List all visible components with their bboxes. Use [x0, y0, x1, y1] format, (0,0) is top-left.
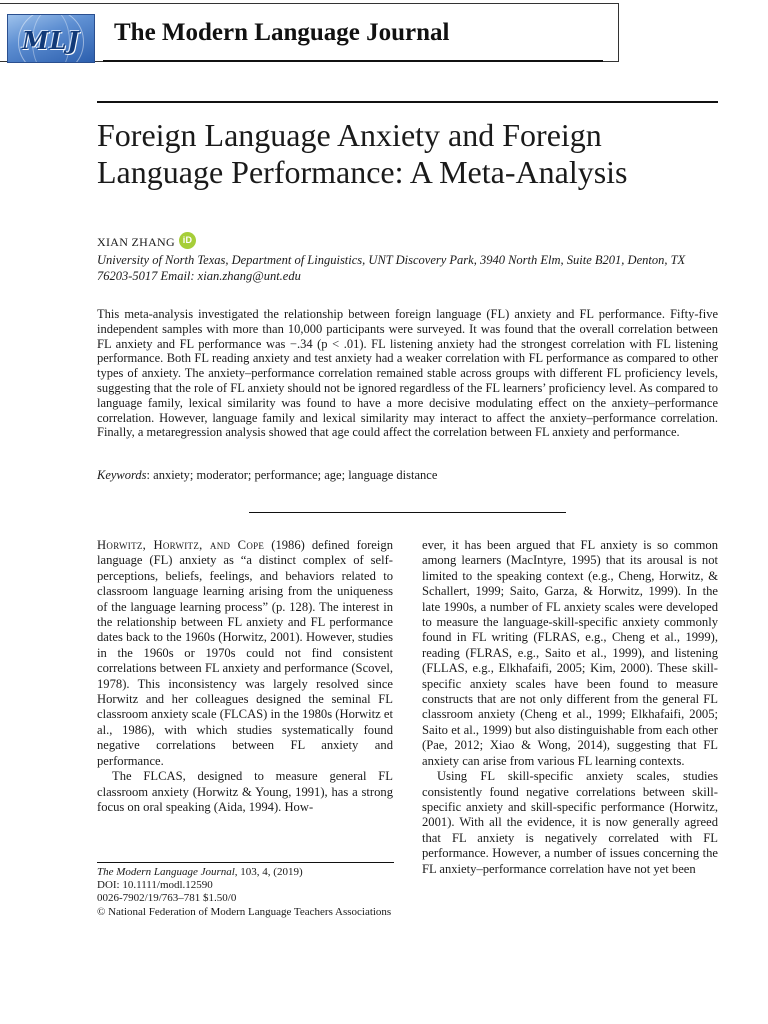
- lead-authors: Horwitz, Horwitz, and Cope: [97, 538, 265, 552]
- orcid-icon[interactable]: iD: [179, 232, 196, 249]
- article-title: Foreign Language Anxiety and Foreign Language Performance: A Meta-Analysis: [97, 117, 628, 190]
- author-affiliation: University of North Texas, Department of Linguistics, UNT Discovery Park, 3940 North Elm, Suite B201, Denton, TX 76203-5017 Email: xian.zhang@unt.edu: [97, 253, 686, 283]
- journal-logo: [7, 14, 95, 63]
- body-paragraph: Using FL skill-specific anxiety scales, studies consistently found negative correlations between skill-specific anxiety and skill-specific performance (Horwitz, 2001). With all the evidence, it is now generally agreed that FL anxiety is negatively correlated with FL performance. However, a number of issues concerning the FL anxiety–performance correlation have not yet been: [422, 769, 718, 876]
- journal-title-rule: [103, 60, 603, 62]
- article-top-rule: [97, 101, 718, 103]
- keywords-list: : anxiety; moderator; performance; age; language distance: [146, 468, 438, 482]
- journal-title: The Modern Language Journal: [114, 19, 450, 46]
- body-paragraph: [97, 538, 393, 769]
- body-paragraph: The FLCAS, designed to measure general FL classroom anxiety (Horwitz & Young, 1991), has a strong focus on oral speaking (Aida, 1994). How-: [97, 769, 393, 814]
- keywords: [97, 468, 717, 483]
- publication-footnote: [97, 866, 394, 919]
- copyright-line: © National Federation of Modern Language Teachers Associations: [97, 905, 392, 918]
- logo-mark: MLJ: [22, 26, 80, 55]
- abstract: This meta-analysis investigated the relationship between foreign language (FL) anxiety and FL performance. Fifty-five independent samples with more than 10,000 participants were surveyed. It was found that the overall correlation between FL anxiety and FL performance was −.34 (p < .01). FL listening anxiety had the strongest correlation with FL listening performance. Both FL reading anxiety and test anxiety had a weaker correlation with FL performance as compared to other types of anxiety. The anxiety–performance correlation remained stable across groups with different FL proficiency levels, suggesting that the role of FL anxiety should not be ignored regardless of the FL learners’ proficiency level. As compared to language family, lexical similarity was found to have a more decisive modulating effect on the anxiety–performance correlation. However, language family and lexical similarity may interact to affect the anxiety–performance correlation. Finally, a metaregression analysis showed that age could affect the correlation between FL anxiety and performance.: [97, 307, 718, 440]
- footnote-rule: [97, 862, 394, 863]
- author-line: [97, 235, 196, 250]
- journal-citation: [97, 866, 394, 879]
- doi-link[interactable]: DOI: 10.1111/modl.12590: [97, 879, 213, 892]
- journal-citation-title: The Modern Language Journal: [97, 866, 235, 878]
- body-column-left: [97, 538, 393, 815]
- section-divider: [249, 512, 566, 513]
- paragraph-text: (1986) defined foreign language (FL) anxiety as “a distinct complex of self-perceptions, beliefs, feelings, and behaviors related to classroom language learning arising from the uniqueness of the language learning process” (p. 128). The interest in the relationship between FL anxiety and FL performance dates back to the 1960s (Horwitz, 2001). However, studies in the 1960s or 1970s could not find consistent correlations between FL anxiety and performance (Scovel, 1978). This inconsistency was largely resolved since Horwitz and her colleagues designed the seminal FL classroom anxiety scale (FLCAS) in the 1980s (Horwitz et al., 1986), with which studies systematically found negative correlations between FL anxiety and performance.: [97, 538, 393, 768]
- body-paragraph: ever, it has been argued that FL anxiety is so common among learners (MacIntyre, 1995) that its arousal is not limited to the speaking context (e.g., Cheng, Horwitz, & Schallert, 1999; Saito, Garza, & Horwitz, 1999). In the late 1990s, a number of FL anxiety scales were developed to measure the language-skill-specific anxiety commonly found in FL writing (FLRAS, e.g., Cheng et al., 1999), reading (FLRAS, e.g., Saito et al., 1999), and listening (FLLAS, e.g., Elkhafaifi, 2005; Kim, 2000). These skill-specific anxiety scales have been found to measure constructs that are not only different from the general FL classroom anxiety (Cheng et al., 1999; Elkhafaifi, 2005; Saito et al., 1999) but also distinguishable from each other (Pae, 2012; Xiao & Wong, 2014), suggesting that FL anxiety can arise from various FL learning contexts.: [422, 538, 718, 768]
- journal-citation-volume: , 103, 4, (2019): [234, 866, 303, 878]
- keywords-label: Keywords: [97, 468, 147, 482]
- body-column-right: [422, 538, 718, 877]
- issn-line: 0026-7902/19/763–781 $1.50/0: [97, 892, 237, 905]
- journal-header: [0, 3, 619, 62]
- author-name: XIAN ZHANG: [97, 235, 175, 249]
